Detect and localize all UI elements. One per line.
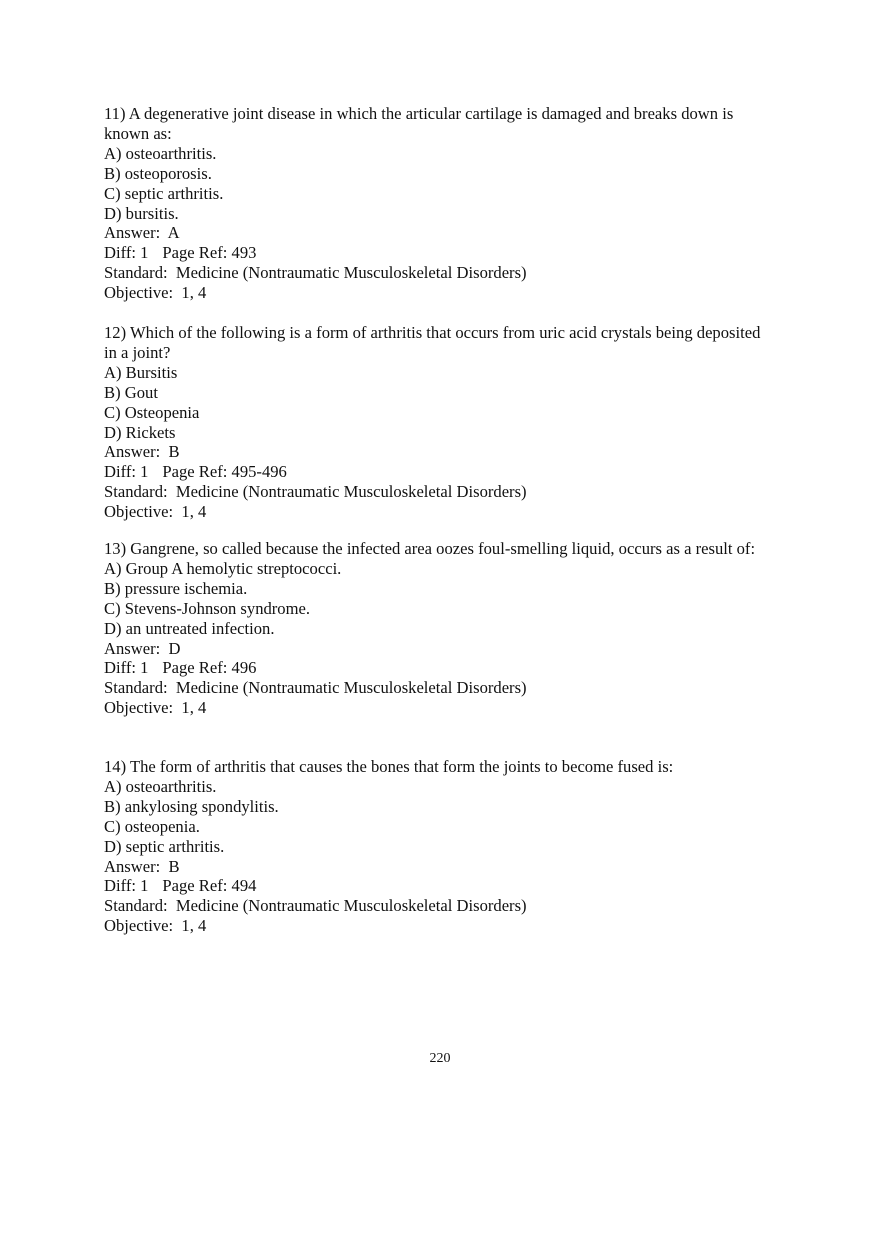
objective: Objective: 1, 4: [104, 698, 207, 718]
question-number: 11): [104, 104, 126, 123]
option-c: C) septic arthritis.: [104, 183, 224, 203]
option-d: D) Rickets: [104, 422, 176, 442]
question-12: [104, 323, 774, 522]
answer: Answer: D: [104, 638, 181, 658]
objective: Objective: 1, 4: [104, 283, 207, 303]
option-a: A) Group A hemolytic streptococci.: [104, 558, 342, 578]
option-c: C) osteopenia.: [104, 816, 200, 836]
question-13: [104, 539, 774, 718]
standard: Standard: Medicine (Nontraumatic Musculoskeletal Disorders): [104, 482, 527, 502]
option-b: B) pressure ischemia.: [104, 578, 248, 598]
diff-page-ref: [104, 876, 774, 896]
question-14: [104, 757, 774, 936]
option-a: A) osteoarthritis.: [104, 143, 217, 163]
difficulty: Diff: 1: [104, 658, 149, 678]
option-a: A) osteoarthritis.: [104, 776, 217, 796]
question-text: A degenerative joint disease in which the articular cartilage is damaged and breaks down is known as:: [104, 104, 734, 143]
standard: Standard: Medicine (Nontraumatic Musculoskeletal Disorders): [104, 263, 527, 283]
question-stem: [104, 104, 774, 144]
difficulty: Diff: 1: [104, 876, 149, 896]
objective: Objective: 1, 4: [104, 916, 207, 936]
option-d: D) an untreated infection.: [104, 618, 275, 638]
diff-page-ref: [104, 462, 774, 482]
question-number: 13): [104, 539, 127, 558]
question-text: The form of arthritis that causes the bones that form the joints to become fused is:: [129, 757, 674, 776]
answer: Answer: A: [104, 223, 180, 243]
difficulty: Diff: 1: [104, 462, 149, 482]
difficulty: Diff: 1: [104, 243, 149, 263]
question-number: 12): [104, 323, 127, 342]
page-ref: Page Ref: 493: [162, 243, 257, 263]
objective: Objective: 1, 4: [104, 502, 207, 522]
diff-page-ref: [104, 243, 774, 263]
question-text: Gangrene, so called because the infected area oozes foul-smelling liquid, occurs as a result of:: [130, 539, 756, 558]
standard: Standard: Medicine (Nontraumatic Musculoskeletal Disorders): [104, 896, 527, 916]
question-stem: [104, 323, 774, 363]
option-c: C) Osteopenia: [104, 402, 200, 422]
option-b: B) ankylosing spondylitis.: [104, 796, 279, 816]
option-d: D) bursitis.: [104, 203, 179, 223]
option-b: B) Gout: [104, 382, 158, 402]
diff-page-ref: [104, 658, 774, 678]
option-a: A) Bursitis: [104, 362, 178, 382]
option-d: D) septic arthritis.: [104, 836, 225, 856]
option-b: B) osteoporosis.: [104, 163, 212, 183]
answer: Answer: B: [104, 856, 180, 876]
question-stem: [104, 757, 774, 777]
question-text: Which of the following is a form of arthritis that occurs from uric acid crystals being deposited in a joint?: [104, 323, 761, 362]
question-11: [104, 104, 774, 303]
answer: Answer: B: [104, 442, 180, 462]
question-number: 14): [104, 757, 127, 776]
page-ref: Page Ref: 496: [162, 658, 257, 678]
question-stem: [104, 539, 774, 559]
page-ref: Page Ref: 495-496: [162, 462, 287, 482]
page-ref: Page Ref: 494: [162, 876, 257, 896]
page-number: 220: [429, 1051, 451, 1066]
standard: Standard: Medicine (Nontraumatic Musculoskeletal Disorders): [104, 678, 527, 698]
option-c: C) Stevens-Johnson syndrome.: [104, 598, 311, 618]
